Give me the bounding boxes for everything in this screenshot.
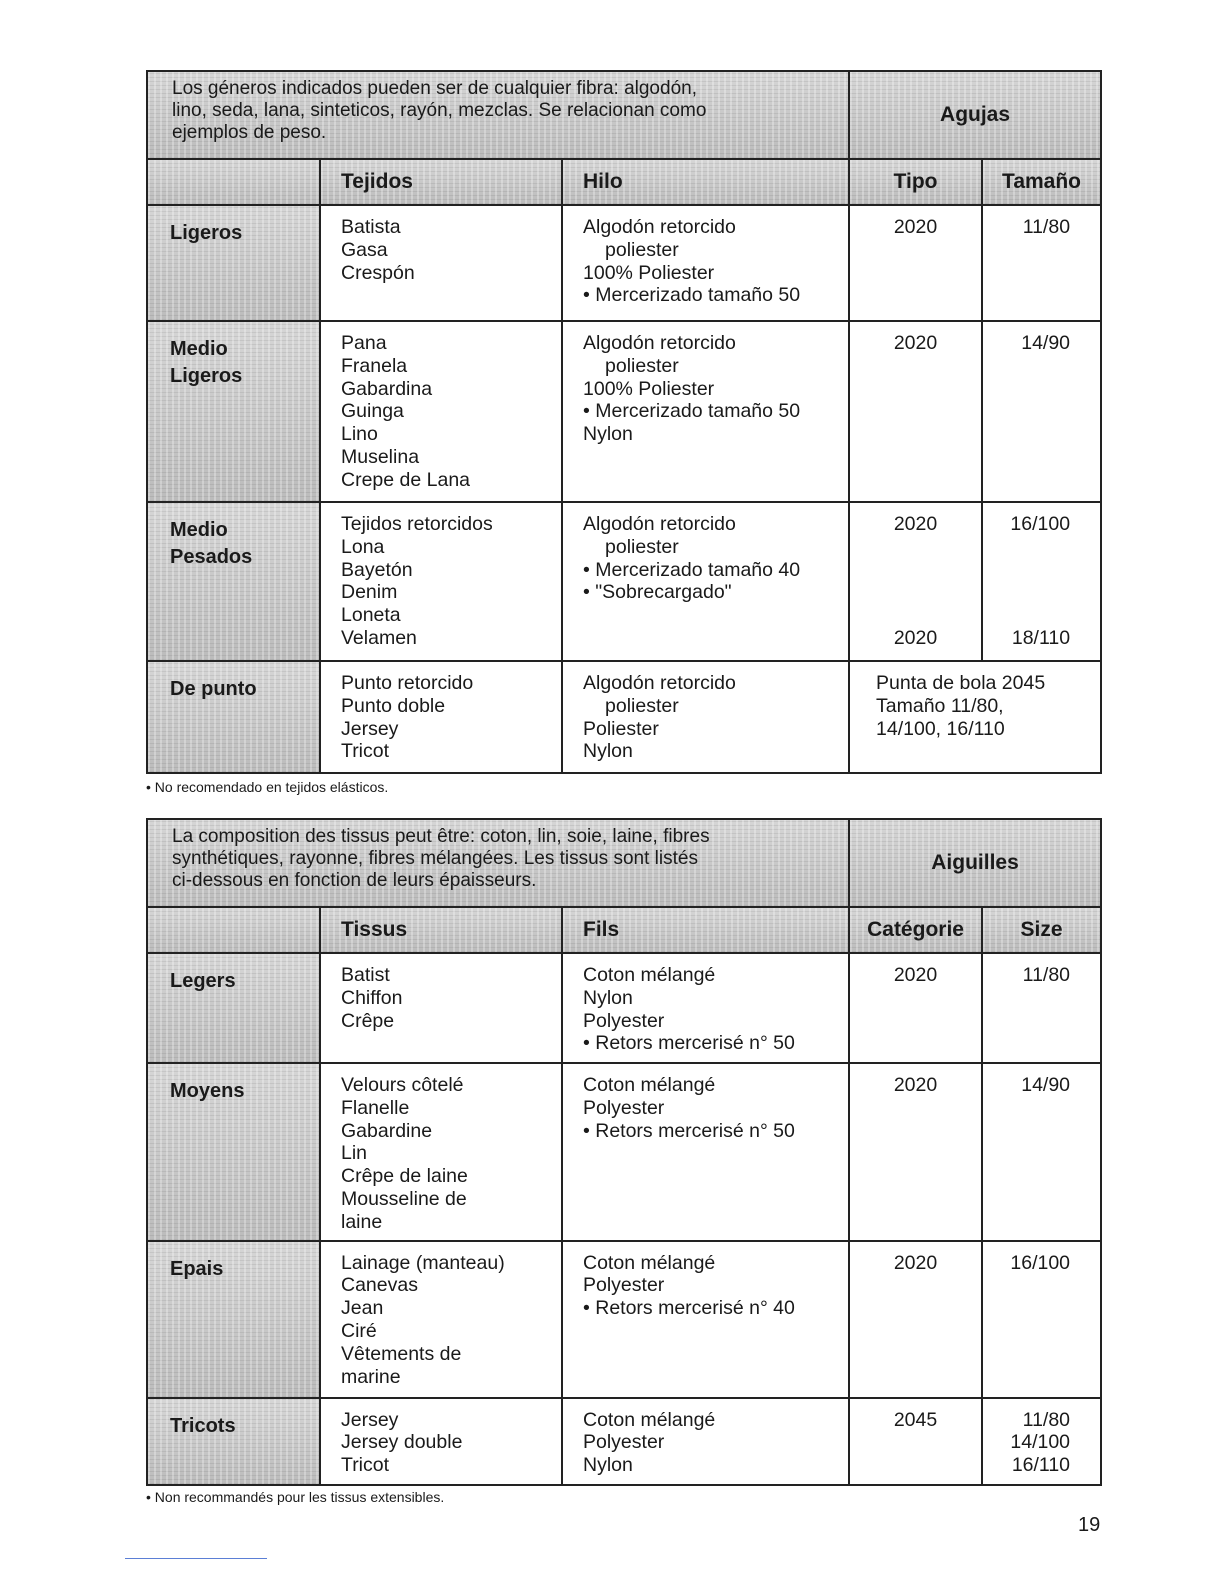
needle-note-cell: Punta de bola 2045 Tamaño 11/80, 14/100, 16/110 — [849, 661, 1101, 773]
size-cell: 11/80 — [982, 205, 1101, 321]
fabric-cell: Jersey Jersey double Tricot — [320, 1398, 562, 1485]
fabric-cell: Pana Franela Gabardina Guinga Lino Muselina Crepe de Lana — [320, 321, 562, 502]
intro-line: La composition des tissus peut être: coton, lin, soie, laine, fibres — [172, 826, 710, 847]
table-row — [147, 1241, 1101, 1398]
category-cell: Moyens — [147, 1063, 320, 1241]
thread-cell: Algodón retorcido poliester Poliester Nylon — [562, 661, 849, 773]
category-cell: Tricots — [147, 1398, 320, 1485]
intro-line: ci-dessous en fonction de leurs épaisseurs. — [172, 870, 537, 891]
spanish-footnote: • No recomendado en tejidos elásticos. — [146, 779, 389, 795]
size-cell: 11/80 — [982, 953, 1101, 1063]
table-row — [147, 1398, 1101, 1485]
category-cell: Ligeros — [147, 205, 320, 321]
thread-cell: Algodón retorcido poliester • Mercerizado tamaño 40 • "Sobrecargado" — [562, 502, 849, 661]
thread-cell: Coton mélangé Polyester • Retors mercerisé n° 40 — [562, 1241, 849, 1398]
category-cell: Medio Ligeros — [147, 321, 320, 502]
category-cell: Legers — [147, 953, 320, 1063]
spanish-intro — [147, 71, 849, 159]
header-thread: Fils — [562, 907, 849, 953]
french-footnote: • Non recommandés pour les tissus extensibles. — [146, 1489, 445, 1505]
thread-cell: Coton mélangé Nylon Polyester • Retors mercerisé n° 50 — [562, 953, 849, 1063]
category-cell: De punto — [147, 661, 320, 773]
header-type: Catégorie — [849, 907, 982, 953]
thread-cell: Algodón retorcido poliester 100% Poliester • Mercerizado tamaño 50 — [562, 205, 849, 321]
fabric-cell: Batist Chiffon Crêpe — [320, 953, 562, 1063]
header-fabric: Tejidos — [320, 159, 562, 205]
link-underline — [125, 1558, 267, 1559]
fabric-cell: Velours côtelé Flanelle Gabardine Lin Crêpe de laine Mousseline de laine — [320, 1063, 562, 1241]
needles-heading: Aiguilles — [849, 819, 1101, 907]
intro-line: ejemplos de peso. — [172, 122, 327, 143]
type-cell: 2045 — [849, 1398, 982, 1485]
intro-line: Los géneros indicados pueden ser de cualquier fibra: algodón, — [172, 78, 697, 99]
header-fabric: Tissus — [320, 907, 562, 953]
fabric-cell: Batista Gasa Crespón — [320, 205, 562, 321]
size-cell: 14/90 — [982, 1063, 1101, 1241]
table-row — [147, 661, 1101, 773]
size-cell: 16/100 — [982, 1241, 1101, 1398]
thread-cell: Coton mélangé Polyester • Retors mercerisé n° 50 — [562, 1063, 849, 1241]
intro-line: lino, seda, lana, sinteticos, rayón, mezclas. Se relacionan como — [172, 100, 707, 121]
header-size: Size — [982, 907, 1101, 953]
french-intro — [147, 819, 849, 907]
table-row — [147, 502, 1101, 661]
type-cell: 2020 — [849, 321, 982, 502]
spanish-table — [146, 70, 1102, 774]
type-cell: 2020 — [849, 205, 982, 321]
type-cell: 2020 — [849, 953, 982, 1063]
header-thread: Hilo — [562, 159, 849, 205]
header-size: Tamaño — [982, 159, 1101, 205]
fabric-cell: Punto retorcido Punto doble Jersey Tricot — [320, 661, 562, 773]
table-row — [147, 1063, 1101, 1241]
thread-cell: Algodón retorcido poliester 100% Poliester • Mercerizado tamaño 50 Nylon — [562, 321, 849, 502]
size-cell: 11/80 14/100 16/110 — [982, 1398, 1101, 1485]
header-blank — [147, 907, 320, 953]
thread-cell: Coton mélangé Polyester Nylon — [562, 1398, 849, 1485]
type-cell: 2020 2020 — [849, 502, 982, 661]
type-cell: 2020 — [849, 1241, 982, 1398]
header-blank — [147, 159, 320, 205]
size-cell: 16/100 18/110 — [982, 502, 1101, 661]
category-cell: Epais — [147, 1241, 320, 1398]
category-cell: Medio Pesados — [147, 502, 320, 661]
table-row — [147, 321, 1101, 502]
page-number: 19 — [1078, 1514, 1101, 1536]
fabric-cell: Lainage (manteau) Canevas Jean Ciré Vêtements de marine — [320, 1241, 562, 1398]
needles-heading: Agujas — [849, 71, 1101, 159]
type-cell: 2020 — [849, 1063, 982, 1241]
fabric-cell: Tejidos retorcidos Lona Bayetón Denim Loneta Velamen — [320, 502, 562, 661]
intro-line: synthétiques, rayonne, fibres mélangées. Les tissus sont listés — [172, 848, 698, 869]
french-table — [146, 818, 1102, 1486]
table-row — [147, 953, 1101, 1063]
header-type: Tipo — [849, 159, 982, 205]
table-row — [147, 205, 1101, 321]
size-cell: 14/90 — [982, 321, 1101, 502]
